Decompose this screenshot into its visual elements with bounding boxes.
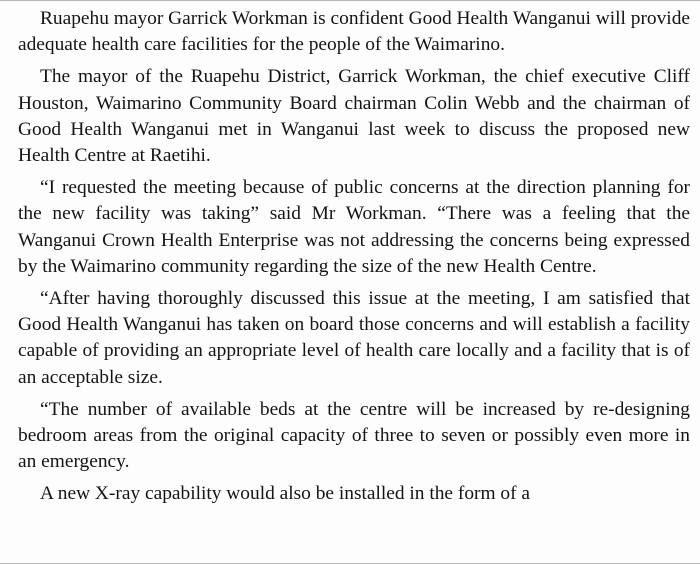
paragraph-quote-concerns: “I requested the meeting because of public concerns at the direction planning for the new facility was taking” said Mr Workman. “There was a feeling that the Wanganui Crown Health Enterprise was not addressing the concerns being expressed by the Waimarino community regarding the size of the new Health Centre. — [18, 177, 690, 277]
paragraph-xray: A new X-ray capability would also be installed in the form of a — [40, 483, 531, 505]
paragraph-lead: Ruapehu mayor Garrick Workman is confident Good Health Wanganui will provide adequate health care facilities for the people of the Waimarino. — [18, 8, 690, 56]
article-body — [18, 6, 690, 508]
paragraph-quote-satisfied: “After having thoroughly discussed this issue at the meeting, I am satisfied that Good Health Wanganui has taken on board those concerns and will establish a facility capable of providing an appropriate level of health care locally and a facility that is of an acceptable size. — [18, 288, 690, 388]
top-border — [0, 0, 700, 1]
paragraph-meeting: The mayor of the Ruapehu District, Garrick Workman, the chief executive Cliff Houston, Waimarino Community Board chairman Colin Webb and the chairman of Good Health Wanganui met in Wanganui last week to discuss the proposed new Health Centre at Raetihi. — [18, 66, 690, 167]
paragraph-quote-beds: “The number of available beds at the centre will be increased by re-designing bedroom areas from the original capacity of three to seven or possibly even more in an emergency. — [18, 398, 690, 473]
